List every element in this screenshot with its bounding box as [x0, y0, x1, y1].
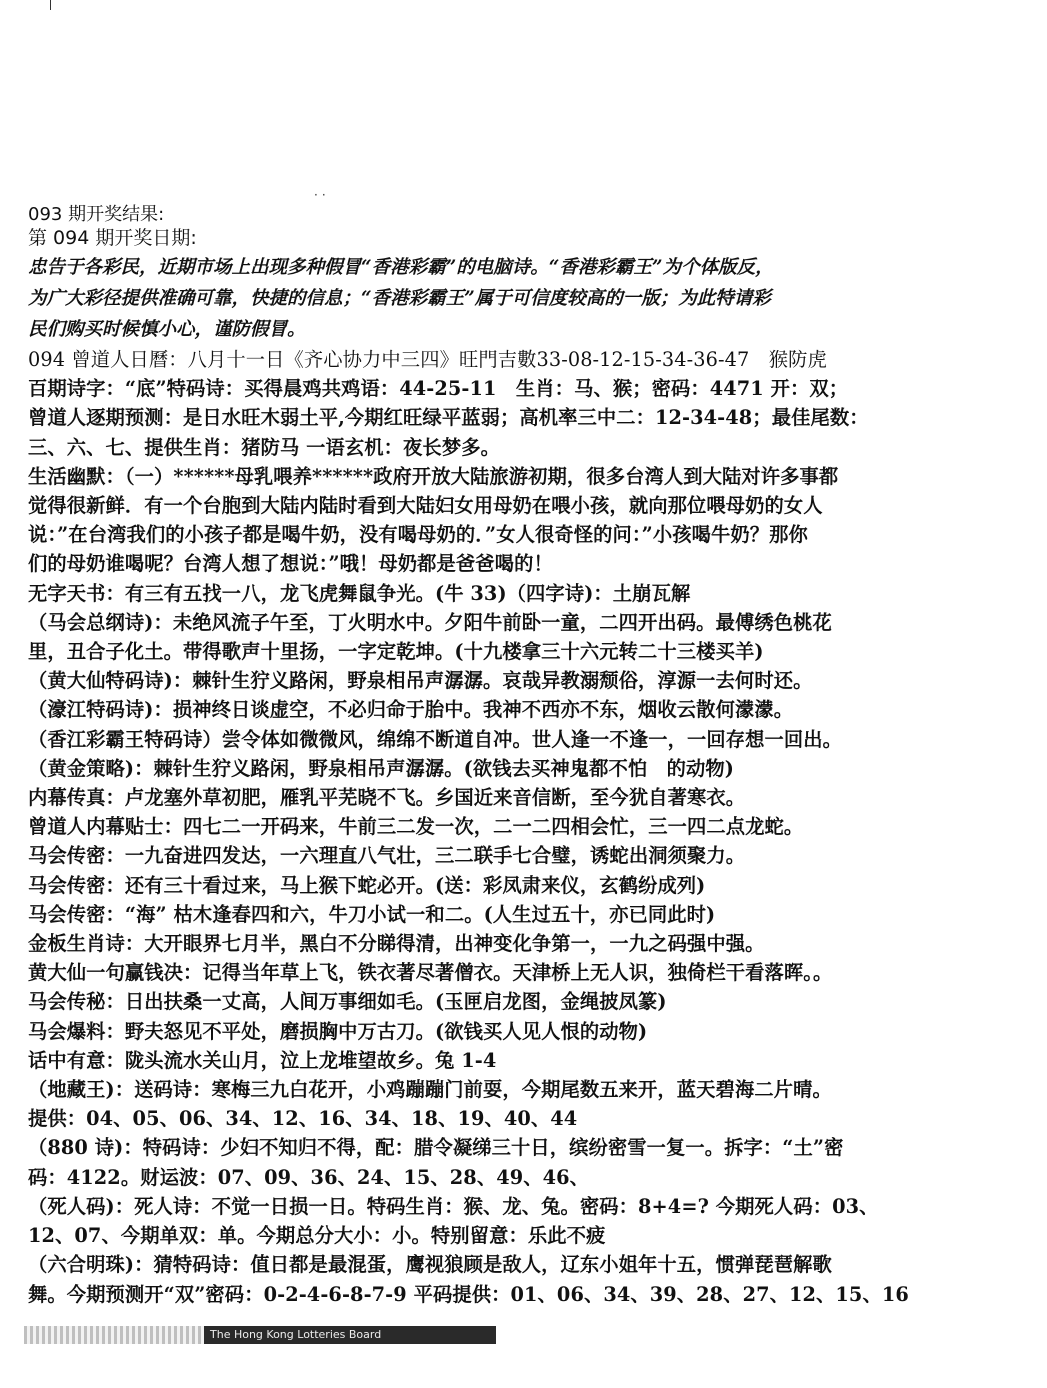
text-line: （死人码)：死人诗：不觉一日损一日。特码生肖：猴、龙、兔。密码：8+4=? 今期死人码：03、 — [28, 1194, 879, 1218]
warning-notice — [28, 252, 1028, 345]
text-line: 12、07、今期单双：单。今期总分大小：小。特别留意：乐此不疲 — [28, 1224, 606, 1248]
text-line: 们的母奶谁喝呢？台湾人想了想说：”哦！母奶都是爸爸喝的！ — [28, 552, 553, 576]
text-line: 说：”在台湾我们的小孩子都是喝牛奶，没有喝母奶的．”女人很奇怪的问：”小孩喝牛奶？那你 — [28, 523, 808, 547]
text-line: （香江彩霸王特码诗）尝令体如微微风，绵绵不断道自冲。世人逢一不逢一，一回存想一回出。 — [28, 727, 843, 751]
text-line: 无字天书：有三有五找一八，龙飞虎舞鼠争光。(牛 33)（四字诗)：土崩瓦解 — [28, 581, 691, 605]
notice-line: 为广大彩径提供准确可靠，快捷的信息；“香港彩霸王”属于可信度较高的一版；为此特请彩 — [28, 288, 771, 309]
scan-dots: ·· — [314, 188, 330, 202]
text-line: （六合明珠)：猜特码诗：值日都是最混蛋，鹰视狼顾是敌人，辽东小姐年十五，惯弹琵琶解歌 — [28, 1253, 832, 1277]
text-line: 曾道人内幕贴士：四七二一开码来，牛前三二发一次，二一二四相会忙，三一四二点龙蛇。 — [28, 815, 804, 839]
text-line: 舞。今期预测开“双”密码：0-2-4-6-8-7-9 平码提供：01、06、34、39、28、27、12、15、16 — [28, 1282, 909, 1306]
result-heading: 093 期开奖结果: — [28, 204, 165, 225]
text-line: 生活幽默：（一）******母乳喂养******政府开放大陆旅游初期，很多台湾人到大陆对许多事都 — [28, 464, 839, 488]
text-line: （黄大仙特码诗)：棘针生狞义路闲，野泉相吊声潺潺。哀哉异教溺颓俗，淳源一去何时还。 — [28, 669, 813, 693]
text-line: 码：4122。财运波：07、09、36、24、15、28、49、46、 — [28, 1165, 590, 1189]
text-line: 内幕传真：卢龙塞外草初肥，雁乳平芜晓不飞。乡国近来音信断，至今犹自著寒衣。 — [28, 786, 746, 810]
text-line: 金板生肖诗：大开眼界七月半，黑白不分睇得清，出神变化争第一，一九之码强中强。 — [28, 932, 765, 956]
text-line: 话中有意：陇头流水关山月，泣上龙堆望故乡。兔 1-4 — [28, 1048, 497, 1072]
text-line: 094 曾道人日曆：八月十一日《齐心协力中三四》旺門吉數33-08-12-15-34-36-47 猴防虎 — [28, 348, 827, 371]
text-line: 马会爆料：野夫怒见不平处，磨损胸中万古刀。(欲钱买人见人恨的动物) — [28, 1019, 648, 1043]
text-line: 马会传密：一九奋进四发达，一六理直八气壮，三二联手七合璧，诱蛇出洞须聚力。 — [28, 844, 746, 868]
text-line: （地藏王)：送码诗：寒梅三九白花开，小鸡蹦蹦门前耍，今期尾数五来开，蓝天碧海二片晴。 — [28, 1078, 832, 1102]
text-line: （880 诗)：特码诗：少妇不知归不得，配：腊令凝绨三十日，缤纷密雪一复一。拆字：“土”密 — [28, 1136, 844, 1160]
text-line: （濠江特码诗)：损神终日谈虚空，不必归命于胎中。我神不西亦不东，烟收云散何濛濛。 — [28, 698, 794, 722]
footer-banner — [24, 1326, 496, 1344]
text-line: （马会总纲诗)：未绝风流子午至，丁火明水中。夕阳牛前卧一童，二四开出码。最傅绣色桃花 — [28, 610, 832, 634]
footer-banner-left — [24, 1326, 204, 1344]
text-line: 马会传秘：日出扶桑一丈高，人间万事细如毛。(玉匣启龙图，金绳披凤篆) — [28, 990, 667, 1014]
date-heading: 第 094 期开奖日期: — [28, 227, 197, 249]
text-line: 里，丑合子化土。带得歌声十里扬，一字定乾坤。(十九楼拿三十六元转二十三楼买羊) — [28, 640, 764, 664]
text-line: 觉得很新鲜．有一个台胞到大陆内陆时看到大陆妇女用母奶在喂小孩，就向那位喂母奶的女人 — [28, 494, 823, 518]
prediction-text — [28, 345, 1028, 1309]
scan-mark — [50, 0, 51, 10]
text-line: 马会传密：还有三十看过来，马上猴下蛇必开。(送：彩凤肃来仪，玄鹤纷成列) — [28, 873, 706, 897]
text-line: 马会传密：“海” 枯木逢春四和六，牛刀小试一和二。(人生过五十，亦已同此时) — [28, 902, 716, 926]
text-line: 提供：04、05、06、34、12、16、34、18、19、40、44 — [28, 1107, 578, 1131]
notice-line: 民们购买时候慎小心，谨防假冒。 — [28, 319, 306, 340]
footer-banner-right: The Hong Kong Lotteries Board — [204, 1326, 496, 1344]
text-line: 三、六、七、提供生肖：猪防马 一语玄机：夜长梦多。 — [28, 435, 500, 459]
text-line: 曾道人逐期预测：是日水旺木弱土平,今期红旺绿平蓝弱；高机率三中二：12-34-48；最佳尾数： — [28, 406, 869, 430]
text-line: 黄大仙一句赢钱决：记得当年草上飞，铁衣著尽著僧衣。天津桥上无人识，独倚栏干看落晖。。 — [28, 961, 833, 985]
text-line: 百期诗字：“底”特码诗：买得晨鸡共鸡语：44-25-11 生肖：马、猴；密码：4471 开：双； — [28, 377, 849, 401]
notice-line: 忠告于各彩民，近期市场上出现多种假冒“香港彩霸”的电脑诗。“香港彩霸王”为个体版反， — [28, 257, 774, 278]
document-body — [28, 204, 1028, 1309]
text-line: （黄金策略)：棘针生狞义路闲，野泉相吊声潺潺。(欲钱去买神鬼都不怕 的动物) — [28, 756, 735, 780]
